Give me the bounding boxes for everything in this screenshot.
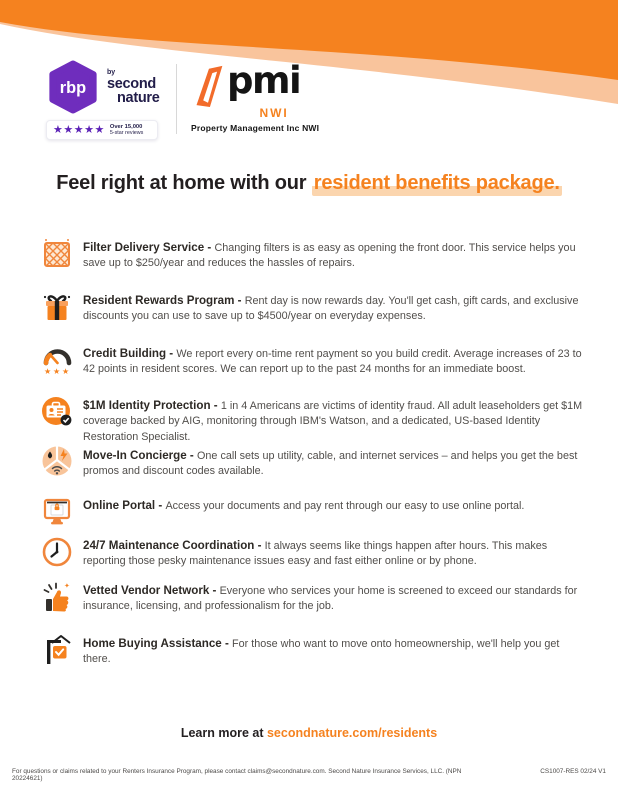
second-nature-wordmark [107, 69, 160, 105]
brand-line-1: second [107, 76, 156, 92]
logo-row [46, 60, 319, 140]
rbp-brand-block [46, 60, 164, 140]
pmi-wordmark: pmi [227, 59, 301, 102]
benefit-description: One call sets up utility, cable, and internet services – and helps you get the best promos and discount codes available. [83, 450, 578, 478]
benefit-title: $1M Identity Protection - [83, 399, 221, 412]
benefit-item-identity-protection [40, 398, 588, 445]
benefit-item-home-buying [40, 636, 588, 668]
benefit-title: Filter Delivery Service - [83, 241, 215, 254]
monitor-icon [40, 495, 74, 529]
brand-line-2: nature [117, 89, 160, 106]
thumbs-up-icon [40, 580, 74, 614]
pmi-brand-block [191, 60, 319, 133]
benefit-title: Credit Building - [83, 347, 177, 360]
benefit-description: It always seems like things happen after hours. This makes reporting those pesky maintenance issues easy and fast either online or by phone. [83, 540, 548, 568]
utilities-icon [40, 445, 74, 479]
reviews-count: Over 15,000 [109, 124, 143, 130]
benefit-item-vendor-network [40, 583, 588, 615]
home-sign-icon [40, 633, 74, 667]
benefit-title: Resident Rewards Program - [83, 294, 245, 307]
five-stars-icon: ★★★★★ [53, 123, 105, 136]
benefit-description: Everyone who services your home is screened to exceed our standards for insurance, licensing, and professionalism for the job. [83, 585, 578, 613]
pmi-region: NWI [259, 106, 289, 120]
benefit-description: For those who want to move onto homeownership, we'll help you get there. [83, 638, 560, 666]
page-title [0, 172, 618, 195]
benefit-item-filter-delivery [40, 240, 588, 272]
benefit-item-move-in-concierge [40, 448, 588, 480]
benefit-item-credit-building [40, 346, 588, 378]
logo-divider [176, 64, 177, 134]
filter-icon [40, 237, 74, 271]
residents-link[interactable]: secondnature.com/residents [266, 726, 438, 740]
benefit-title: Home Buying Assistance - [83, 637, 233, 650]
pmi-company-name: Property Management Inc NWI [191, 123, 320, 133]
benefit-item-maintenance [40, 538, 588, 570]
benefit-item-resident-rewards [40, 293, 588, 325]
identity-shield-icon [40, 395, 74, 429]
rbp-logo-icon [46, 60, 100, 114]
benefit-item-online-portal [40, 498, 588, 529]
benefit-title: Online Portal - [83, 499, 166, 512]
headline-prefix: Feel right at home with our [56, 172, 312, 194]
credit-gauge-icon [40, 343, 74, 377]
benefit-description: 1 in 4 Americans are victims of identity fraud. All adult leaseholders get $1M coverage backed by AIG, monitoring through IBM's Watson, and a dedicated, US-based Identity Restoration Specialist. [83, 400, 583, 443]
learn-more-line [0, 726, 618, 740]
pmi-logo-icon [191, 64, 225, 108]
gift-icon [40, 290, 74, 324]
headline-highlight: resident benefits package. [313, 172, 560, 194]
benefit-description: Changing filters is as easy as opening the front door. This service helps you save up to $250/year and reduces the hassles of repairs. [83, 242, 576, 270]
benefit-title: 24/7 Maintenance Coordination - [83, 539, 265, 552]
by-label: by [107, 69, 116, 76]
benefit-description: Access your documents and pay rent through our easy to use online portal. [165, 500, 525, 512]
document-code: CS1007-RES 02/24 V1 [540, 768, 606, 775]
legal-disclaimer: For questions or claims related to your Renters Insurance Program, please contact claims@secondnature.com. Second Nature Insurance Services, LLC. (NPN 20224621) [12, 768, 462, 782]
benefit-description: We report every on-time rent payment so you build credit. Average increases of 23 to 42 points in resident scores. We can report up to the past 24 months for an immediate boost. [83, 348, 582, 376]
benefit-title: Vetted Vendor Network - [83, 584, 220, 597]
rbp-mark-text: rbp [59, 78, 87, 97]
reviews-badge [46, 120, 158, 140]
reviews-label: 5-star reviews [109, 130, 144, 136]
learn-more-prefix: Learn more at [180, 726, 267, 740]
svg-text:★: ★ [53, 367, 61, 376]
benefit-description: Rent day is now rewards day. You'll get cash, gift cards, and exclusive discounts you can use to save up to $4500/year on everyday expenses. [83, 295, 579, 323]
svg-text:★: ★ [44, 367, 52, 376]
svg-text:★: ★ [62, 367, 70, 376]
svg-text:✦: ✦ [64, 583, 70, 590]
clock-icon [40, 535, 74, 569]
benefit-title: Move-In Concierge - [83, 449, 198, 462]
